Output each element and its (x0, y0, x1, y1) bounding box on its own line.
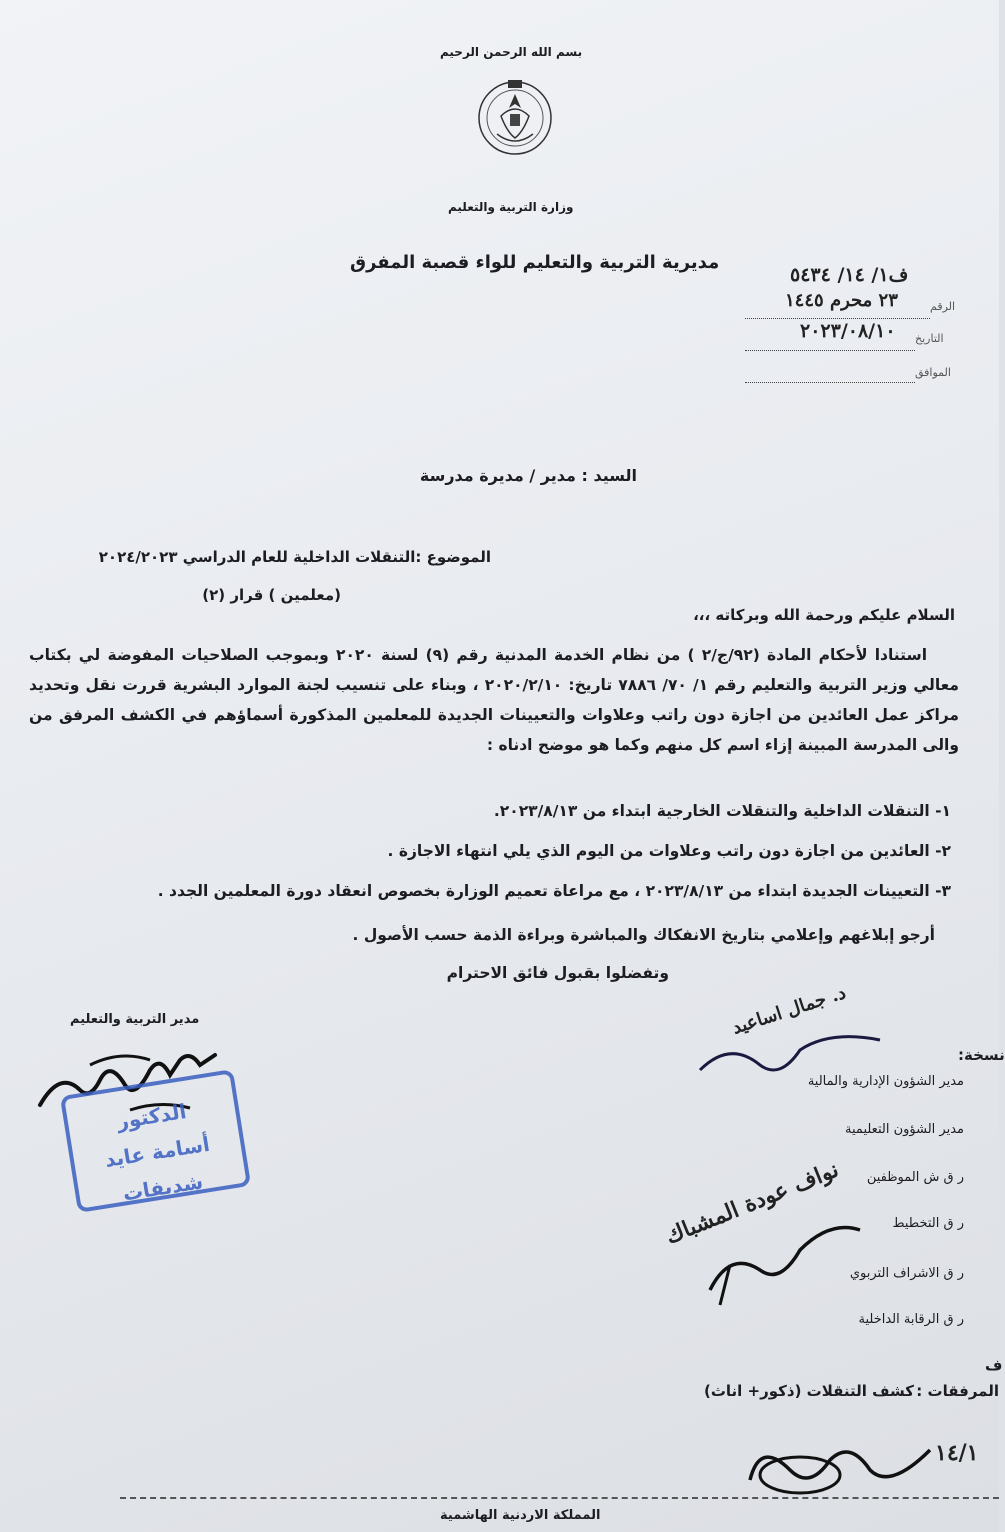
attachments-value: كشف التنقلات (ذكور+ اناث) (703, 1382, 914, 1400)
corresponding-dotted-line (745, 382, 915, 383)
handwritten-note: د. جمال اساعيد (729, 982, 849, 1039)
subject-line: الموضوع :التنقلات الداخلية للعام الدراسي ٢٠٢٤/٢٠٢٣ (98, 548, 491, 566)
body-paragraph (29, 640, 959, 760)
subject-decision: (معلمين ) قرار (٢) (202, 586, 341, 604)
cc-item: ر ق ش الموظفين (866, 1170, 964, 1185)
attachments-label: المرفقات : (916, 1382, 999, 1400)
stamp-title: الدكتور (115, 1098, 188, 1134)
handwritten-name: نواف عودة المشباك (661, 1156, 843, 1250)
footer-text: المملكة الاردنية الهاشمية (440, 1508, 601, 1523)
reference-number: ف١/ ١٤/ ٥٤٣٤ (790, 264, 909, 286)
date-label: التاريخ (915, 332, 944, 345)
stamp-name: أسامة عايد شديفات (103, 1131, 212, 1206)
footer-divider (120, 1497, 999, 1499)
bottom-signature (740, 1420, 940, 1500)
handwritten-scribble (690, 1210, 870, 1310)
closing-text: وتفضلوا بقبول فائق الاحترام (446, 964, 669, 982)
list-item: ١- التنقلات الداخلية والتنقلات الخارجية ابتداء من ٢٠٢٣/٨/١٣. (493, 802, 951, 820)
cc-item: مدير الشؤون التعليمية (845, 1122, 964, 1137)
date-dotted-line (745, 350, 915, 351)
bottom-handwritten-number: ١٤/١ (935, 1440, 979, 1466)
list-item: ٣- التعيينات الجديدة ابتداء من ٢٠٢٣/٨/١٣ ، مع مراعاة تعميم الوزارة بخصوص انعقاد دورة المعلمين الجدد . (157, 882, 951, 900)
cc-item: مدير الشؤون الإدارية والمالية (807, 1074, 964, 1089)
corresponding-label: الموافق (915, 366, 951, 379)
cc-item: ر ق الرقابة الداخلية (858, 1312, 964, 1327)
basmala: بسم الله الرحمن الرحيم (440, 45, 583, 59)
cc-item: ر ق الاشراف التربوي (849, 1266, 964, 1281)
directorate-name: مديرية التربية والتعليم للواء قصبة المفرق (350, 252, 720, 273)
reference-label: الرقم (930, 300, 956, 313)
list-item: ٢- العائدين من اجازة دون راتب وعلاوات من اليوم الذي يلي انتهاء الاجازة . (387, 842, 951, 860)
attachments-letter: ف (985, 1356, 1003, 1374)
signatory-title: مدير التربية والتعليم (70, 1012, 200, 1027)
coat-of-arms-emblem (475, 72, 555, 164)
body-paragraph-text: استنادا لأحكام المادة (٩٢/ج/٢ ) من نظام الخدمة المدنية رقم (٩) لسنة ٢٠٢٠ وبموجب الصلاحيات المفوضة لي بكتاب معالي وزير التربية والتعليم رقم ١/ ٧٠/ ٧٨٨٦ تاريخ: ٢٠٢٠/٢/١٠ ، وبناء على تنسيب لجنة الموارد البشرية قررت نقل وتحديد مراكز عمل العائدين من اجازة دون راتب وعلاوات والتعيينات الجديدة للمعلمين المذكورة أسماؤهم في الكشف المرفق من والى المدرسة المبينة إزاء اسم كل منهم وكما هو موضح ادناه : (29, 646, 960, 754)
cc-label: نسخة: (958, 1046, 1005, 1064)
greeting: السلام عليكم ورحمة الله وبركاته ،،، (693, 606, 955, 624)
request-text: أرجو إبلاغهم وإعلامي بتاريخ الانفكاك والمباشرة وبراءة الذمة حسب الأصول . (352, 926, 935, 944)
reference-dotted-line (745, 318, 930, 319)
gregorian-date: ٢٠٢٣/٠٨/١٠ (800, 320, 896, 342)
hijri-date: ٢٣ محرم ١٤٤٥ (785, 290, 898, 311)
addressee: السيد : مدير / مديرة مدرسة (419, 466, 637, 485)
cc-item: ر ق التخطيط (892, 1216, 964, 1231)
ministry-name: وزارة التربية والتعليم (448, 200, 574, 214)
